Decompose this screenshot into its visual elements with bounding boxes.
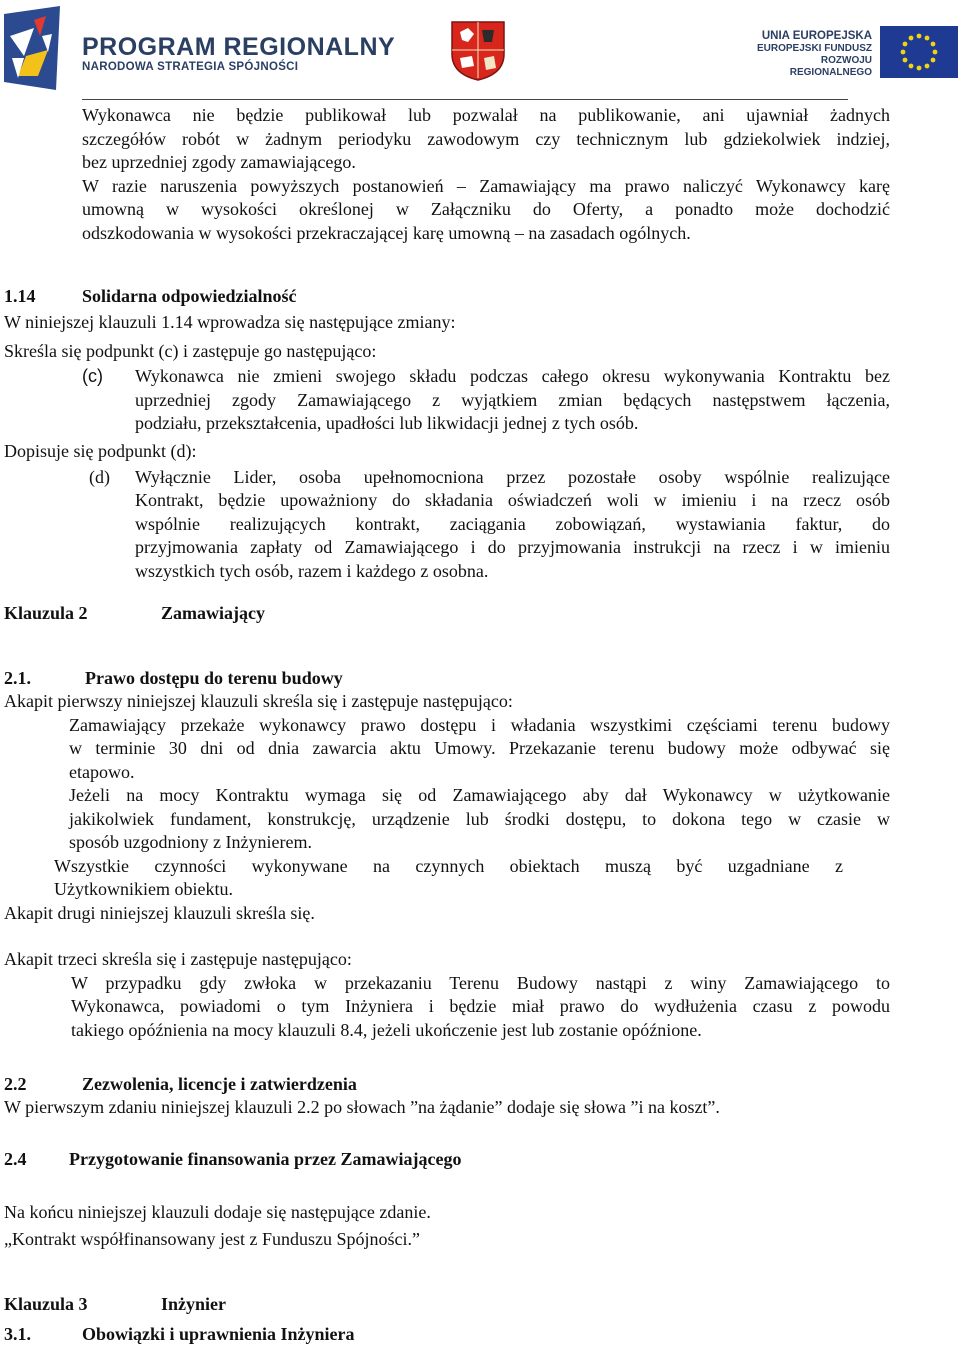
paragraph-line: Na końcu niniejszej klauzuli dodaje się następujące zdanie. <box>4 1202 431 1222</box>
paragraph-line: umowną w wysokości określonej w Załączniku do Oferty, a ponadto może dochodzić <box>82 199 890 219</box>
program-title: PROGRAM REGIONALNY <box>82 33 396 61</box>
list-item-line: Wykonawca nie zmieni swojego składu podczas całego okresu wykonywania Kontraktu bez <box>135 366 890 386</box>
quote-line: Wykonawca, powiadomi o tym Inżyniera i będzie miał prawo do wydłużenia czasu z powodu <box>71 996 890 1016</box>
paragraph-line: Dopisuje się podpunkt (d): <box>4 441 197 461</box>
paragraph-line: bez uprzedniej zgody zamawiającego. <box>82 152 356 172</box>
paragraph-line: Akapit trzeci skreśla się i zastępuje następująco: <box>4 949 352 969</box>
paragraph-line: Wykonawca nie będzie publikował lub pozwalał na publikowanie, ani ujawniał żadnych <box>82 105 890 125</box>
section-title: Solidarna odpowiedzialność <box>82 286 297 306</box>
section-number: 1.14 <box>4 286 36 306</box>
list-item-line: przyjmowania zapłaty od Zamawiającego i do przyjmowania instrukcji na rzecz i w imieniu <box>135 537 890 557</box>
clause-label: Klauzula 2 <box>4 603 88 623</box>
quote-line: Zamawiający przekaże wykonawcy prawo dostępu i władania wszystkimi częściami terenu budowy <box>69 715 890 735</box>
quote-line: etapowo. <box>69 762 135 782</box>
quote-line: Użytkownikiem obiektu. <box>54 879 233 899</box>
list-item-line: Kontrakt, będzie upoważniony do składania oświadczeń woli w imieniu i na rzecz osób <box>135 490 890 510</box>
quote-line: Wszystkie czynności wykonywane na czynnych obiektach muszą być uzgadniane z <box>54 856 843 876</box>
program-regionalny-logo-icon <box>4 6 60 90</box>
eu-subtitle-line2: ROZWOJU REGIONALNEGO <box>789 55 872 78</box>
quote-line: w terminie 30 dni od dnia zawarcia aktu Umowy. Przekazanie terenu budowy może odbywać się <box>69 738 890 758</box>
list-label: (c) <box>82 366 103 386</box>
section-title: Przygotowanie finansowania przez Zamawiającego <box>69 1149 462 1169</box>
quote-line: Jeżeli na mocy Kontraktu wymaga się od Zamawiającego aby dał Wykonawcy w użytkowanie <box>69 785 890 805</box>
clause-title: Inżynier <box>161 1294 226 1314</box>
clause-label: Klauzula 3 <box>4 1294 88 1314</box>
list-item-line: wszystkich tych osób, razem i każdego z osobna. <box>135 561 489 581</box>
quote-line: takiego opóźnienia na mocy klauzuli 8.4, jeżeli ukończenie jest lub zostanie opóźnione. <box>71 1020 702 1040</box>
paragraph-line: odszkodowania w wysokości przekraczającej karę umowną – na zasadach ogólnych. <box>82 223 691 243</box>
paragraph-line: Skreśla się podpunkt (c) i zastępuje go następująco: <box>4 341 377 361</box>
section-number: 3.1. <box>4 1324 31 1344</box>
section-title: Prawo dostępu do terenu budowy <box>85 668 343 688</box>
clause-title: Zamawiający <box>161 603 265 623</box>
eu-title: UNIA EUROPEJSKA <box>761 30 872 42</box>
list-item-line: wspólnie realizujących kontrakt, zaciągania zobowiązań, wystawiania faktur, do <box>135 514 890 534</box>
eu-subtitle-line1: EUROPEJSKI FUNDUSZ <box>756 43 872 54</box>
paragraph-line: szczegółów robót w żadnym periodyku zawodowym czy technicznym lub gdziekolwiek indziej, <box>82 129 890 149</box>
section-title: Zezwolenia, licencje i zatwierdzenia <box>82 1074 357 1094</box>
section-title: Obowiązki i uprawnienia Inżyniera <box>82 1324 355 1344</box>
paragraph-line: W niniejszej klauzuli 1.14 wprowadza się następujące zmiany: <box>4 312 456 332</box>
header-divider <box>82 99 848 100</box>
paragraph-line: Akapit drugi niniejszej klauzuli skreśla się. <box>4 903 315 923</box>
eu-flag-icon <box>880 26 958 78</box>
paragraph-line: Akapit pierwszy niniejszej klauzuli skreśla się i zastępuje następująco: <box>4 691 513 711</box>
section-number: 2.2 <box>4 1074 27 1094</box>
list-label: (d) <box>89 467 110 487</box>
paragraph-line: „Kontrakt współfinansowany jest z Funduszu Spójności.” <box>4 1229 420 1249</box>
list-item-line: uprzedniej zgody Zamawiającego z wyjątkiem zmian będących następstwem łączenia, <box>135 390 890 410</box>
coat-of-arms-icon <box>450 20 506 82</box>
list-item-line: podziału, przekształcenia, upadłości lub likwidacji jednej z tych osób. <box>135 413 639 433</box>
section-number: 2.1. <box>4 668 31 688</box>
program-subtitle: NARODOWA STRATEGIA SPÓJNOŚCI <box>82 61 299 73</box>
quote-line: W przypadku gdy zwłoka w przekazaniu Terenu Budowy nastąpi z winy Zamawiającego to <box>71 973 890 993</box>
section-number: 2.4 <box>4 1149 27 1169</box>
quote-line: jakikolwiek fundament, konstrukcję, urządzenie lub środki dostępu, to dokona tego w czasie w <box>69 809 890 829</box>
paragraph-line: W razie naruszenia powyższych postanowień – Zamawiający ma prawo naliczyć Wykonawcy karę <box>82 176 890 196</box>
page-header <box>0 0 960 100</box>
paragraph-line: W pierwszym zdaniu niniejszej klauzuli 2.2 po słowach ”na żądanie” dodaje się słowa ”i na koszt”. <box>4 1097 720 1117</box>
quote-line: sposób uzgodniony z Inżynierem. <box>69 832 312 852</box>
list-item-line: Wyłącznie Lider, osoba upełnomocniona przez pozostałe osoby wspólnie realizujące <box>135 467 890 487</box>
